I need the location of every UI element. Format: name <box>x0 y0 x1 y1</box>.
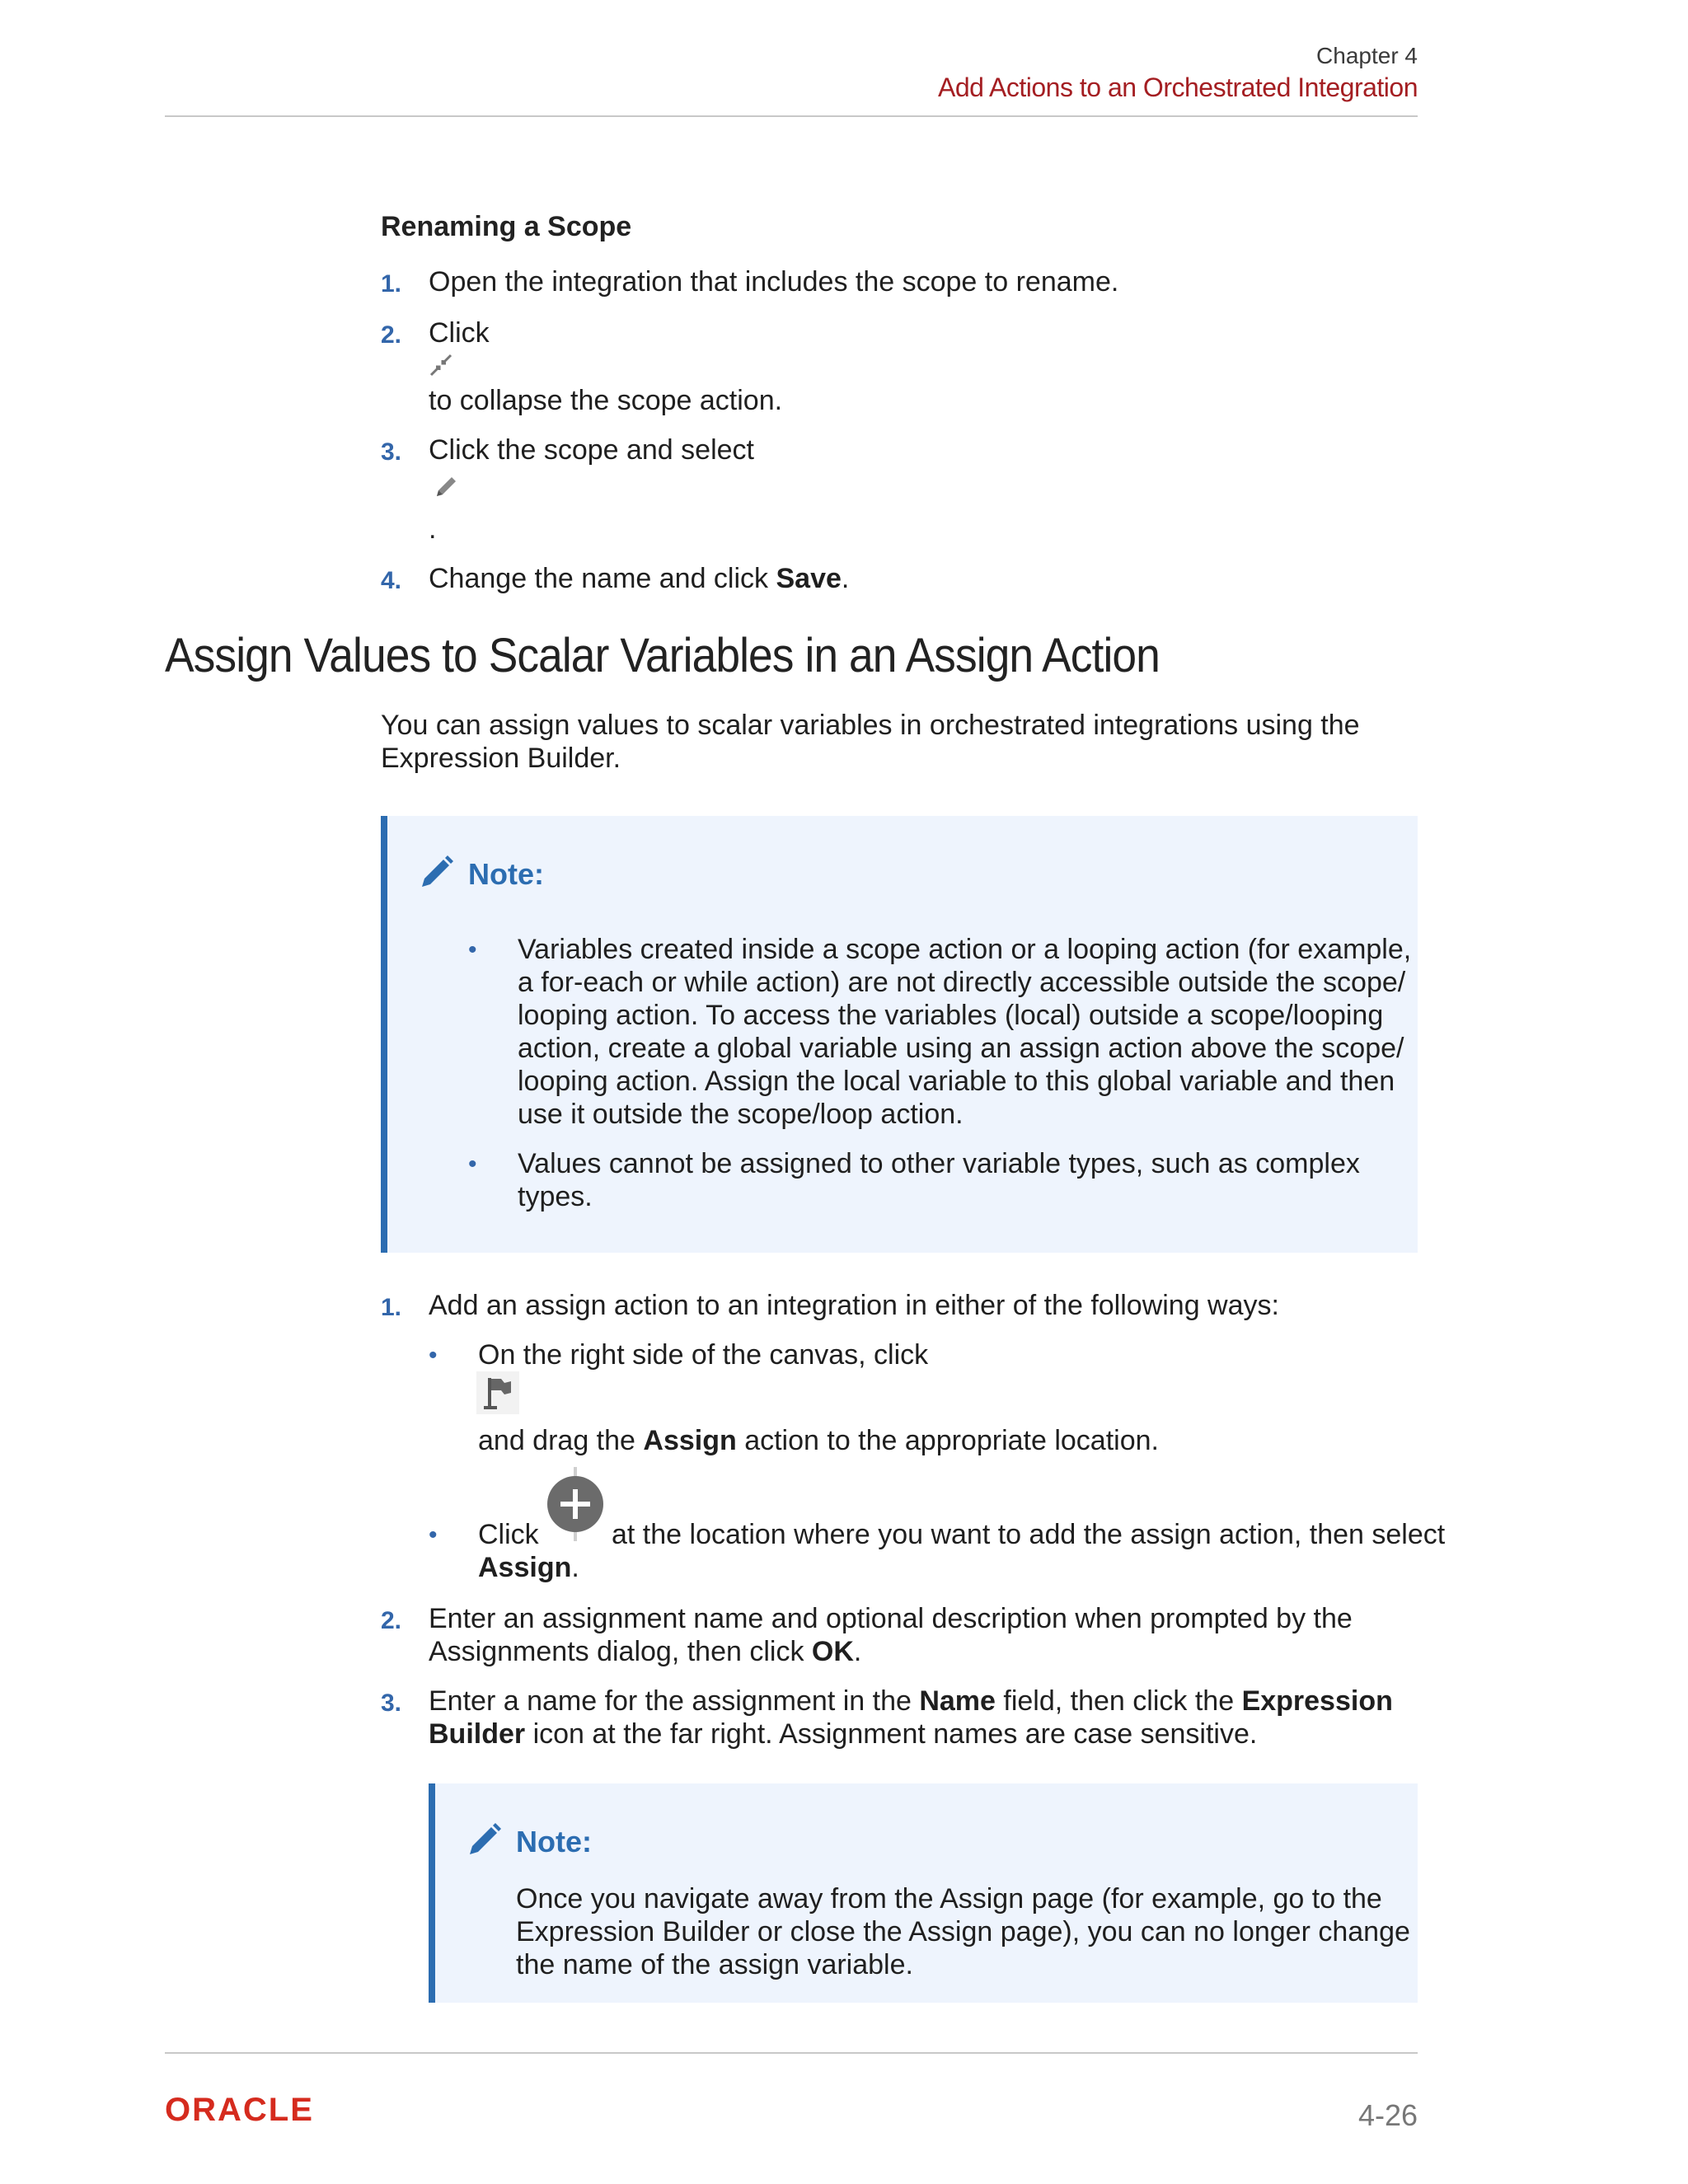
footer-divider <box>165 2052 1418 2054</box>
step-number: 1. <box>381 1294 402 1321</box>
bullet-text: Click <box>478 1519 539 1550</box>
text-part: and drag the <box>478 1425 644 1456</box>
intro-line: You can assign values to scalar variables in orchestrated integrations using the <box>381 710 1360 741</box>
step-text-part: . <box>841 563 850 594</box>
header-divider <box>165 115 1418 117</box>
expression-label: Expression <box>1241 1685 1393 1717</box>
step-number: 1. <box>381 270 402 298</box>
bullet-text <box>478 1424 1159 1457</box>
oracle-logo-text: ORACLE <box>165 2093 314 2126</box>
text-part: Assignments dialog, then click <box>429 1636 812 1667</box>
text-part: Enter a name for the assignment in the <box>429 1685 920 1717</box>
text-part: . <box>853 1636 862 1667</box>
note-title: Note: <box>468 857 544 891</box>
step-line: Enter an assignment name and optional description when prompted by the <box>429 1603 1353 1634</box>
step-text: to collapse the scope action. <box>429 385 783 416</box>
bullet-marker: • <box>429 1342 438 1369</box>
section-title-link[interactable]: Add Actions to an Orchestrated Integration <box>937 73 1418 102</box>
save-label: Save <box>776 563 842 594</box>
add-action-icon[interactable] <box>542 1467 608 1541</box>
step-text-part: Change the name and click <box>429 563 776 594</box>
note-line: Values cannot be assigned to other variable types, such as complex <box>518 1148 1360 1179</box>
bullet-text: On the right side of the canvas, click <box>478 1339 929 1371</box>
note-line: a for-each or while action) are not directly accessible outside the scope/ <box>518 967 1406 998</box>
builder-label: Builder <box>429 1718 526 1750</box>
step-text <box>429 1685 1393 1750</box>
step-text <box>429 562 849 595</box>
note-line: Expression Builder or close the Assign page), you can no longer change <box>516 1916 1410 1947</box>
note-line: action, create a global variable using an assign action above the scope/ <box>518 1033 1404 1064</box>
flag-icon[interactable] <box>476 1371 519 1414</box>
renaming-scope-heading: Renaming a Scope <box>381 211 632 242</box>
pencil-icon[interactable] <box>432 473 460 501</box>
bullet-marker: • <box>468 1151 477 1178</box>
step-text: . <box>429 513 437 545</box>
assign-label: Assign <box>643 1425 737 1456</box>
assign-label: Assign <box>478 1552 572 1583</box>
note-title: Note: <box>516 1825 592 1858</box>
section-heading: Assign Values to Scalar Variables in an Assign Action <box>165 629 1160 682</box>
step-text <box>429 1602 1353 1668</box>
note-line: types. <box>518 1181 593 1212</box>
note-line: the name of the assign variable. <box>516 1949 913 1980</box>
note-line: Variables created inside a scope action or a looping action (for example, <box>518 934 1412 965</box>
intro-paragraph <box>381 709 1360 775</box>
chapter-label: Chapter 4 <box>1316 43 1418 68</box>
note-line: looping action. To access the variables (local) outside a scope/looping <box>518 1000 1384 1031</box>
bullet-marker: • <box>429 1521 438 1549</box>
note-line: use it outside the scope/loop action. <box>518 1099 964 1130</box>
step-text: Open the integration that includes the scope to rename. <box>429 266 1119 298</box>
collapse-icon[interactable] <box>429 353 453 377</box>
note-line: looping action. Assign the local variable to this global variable and then <box>518 1066 1395 1097</box>
step-number: 2. <box>381 1607 402 1634</box>
pencil-icon <box>467 1821 503 1858</box>
text-part: field, then click the <box>995 1685 1242 1717</box>
step-number: 2. <box>381 321 402 349</box>
step-line <box>429 1685 1393 1718</box>
text-part: icon at the far right. Assignment names are case sensitive. <box>525 1718 1258 1750</box>
pencil-icon <box>419 854 455 890</box>
page-number: 4-26 <box>1357 2098 1418 2132</box>
bullet-text <box>478 1551 579 1584</box>
step-text: Click <box>429 317 490 349</box>
ok-label: OK <box>811 1636 854 1667</box>
oracle-logo <box>165 2093 363 2130</box>
intro-line: Expression Builder. <box>381 743 621 774</box>
step-number: 4. <box>381 567 402 594</box>
step-number: 3. <box>381 1690 402 1717</box>
step-line <box>429 1635 1353 1668</box>
name-label: Name <box>919 1685 996 1717</box>
note-bullet-text <box>518 933 1411 1131</box>
text-part: action to the appropriate location. <box>736 1425 1159 1456</box>
step-line <box>429 1718 1393 1750</box>
step-number: 3. <box>381 438 402 466</box>
bullet-marker: • <box>468 936 477 963</box>
text-part: . <box>571 1552 579 1583</box>
bullet-text: at the location where you want to add the assign action, then select <box>612 1519 1446 1550</box>
note-line: Once you navigate away from the Assign page (for example, go to the <box>516 1883 1382 1915</box>
note-text <box>516 1882 1410 1981</box>
step-text: Click the scope and select <box>429 434 754 466</box>
step-text: Add an assign action to an integration in either of the following ways: <box>429 1290 1279 1321</box>
note-bullet-text <box>518 1147 1360 1213</box>
